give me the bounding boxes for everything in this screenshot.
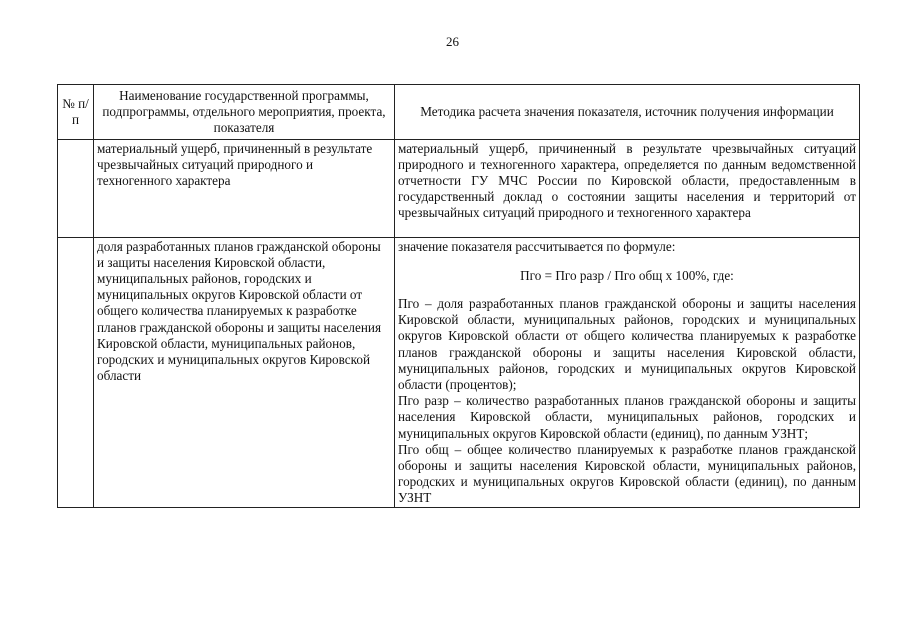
header-method: Методика расчета значения показателя, источник получения информации (395, 85, 860, 140)
table-header-row (58, 85, 860, 140)
formula: Пго = Пго разр / Пго общ х 100%, где: (520, 267, 734, 283)
table-row (58, 237, 860, 507)
table-row (58, 139, 860, 237)
header-num: № п/п (58, 85, 94, 140)
header-name: Наименование государственной программы, подпрограммы, отдельного мероприятия, проекта, показателя (94, 85, 395, 140)
page-number: 26 (446, 34, 459, 49)
indicator-name-cell: доля разработанных планов гражданской обороны и защиты населения Кировской области, муниципальных районов, городских и муниципальных округов Кировской области от общего количества планируемых к разработке планов гражданской обороны и защиты населения Кировской области, муниципальных районов, городских и муниципальных округов Кировской области (94, 237, 395, 507)
definition-pgo: Пго – доля разработанных планов гражданской обороны и защиты населения Кировской области, муниципальных районов, городских и муниципальных округов Кировской области от общего количества планируемых к разработке планов гражданской обороны и защиты населения Кировской области, муниципальных районов, городских и муниципальных округов Кировской области (процентов); (398, 296, 856, 393)
definition-pgo-razr: Пго разр – количество разработанных планов гражданской обороны и защиты населения Кировской области, муниципальных районов, городских и муниципальных округов Кировской области (единиц), по данным УЗНТ; (398, 393, 856, 441)
method-cell: материальный ущерб, причиненный в результате чрезвычайных ситуаций природного и техногенного характера, определяется по данным ведомственной отчетности ГУ МЧС России по Кировской области, предоставленным в государственный доклад о состоянии защиты населения и территорий от чрезвычайных ситуаций природного и техногенного характера (395, 139, 860, 237)
indicator-method-table (57, 84, 860, 508)
definition-pgo-obsch: Пго общ – общее количество планируемых к разработке планов гражданской обороны и защиты населения Кировской области, муниципальных районов, городских и муниципальных округов Кировской области (единиц), по данным УЗНТ (398, 441, 856, 506)
method-intro: значение показателя рассчитывается по формуле: (398, 238, 676, 254)
indicator-name-cell: материальный ущерб, причиненный в результате чрезвычайных ситуаций природного и техногенного характера (94, 139, 395, 237)
row-num-cell (58, 237, 94, 507)
row-num-cell (58, 139, 94, 237)
method-cell (395, 237, 860, 507)
